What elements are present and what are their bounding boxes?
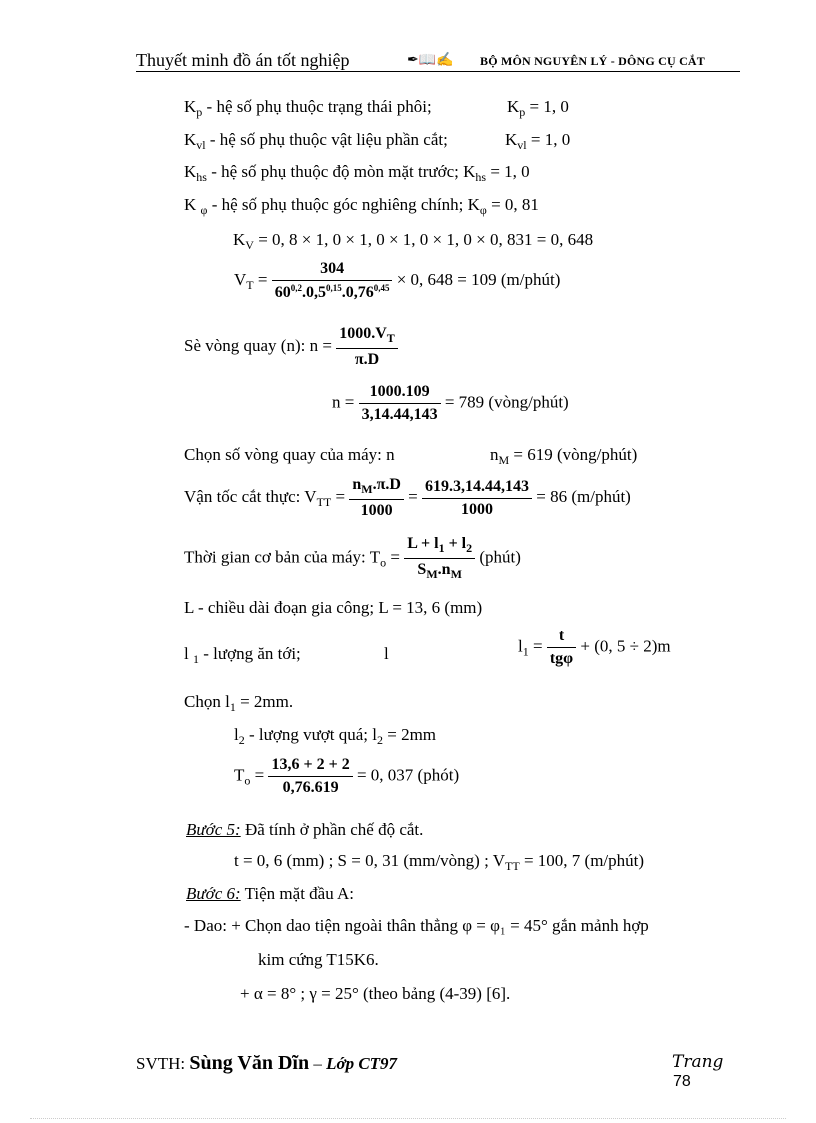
step-6-line: Bước 6: Tiện mặt đầu A:	[186, 884, 355, 903]
khs-line: $K_{hs}$ - hệ số phụ thuộc độ mòn mặt trước; $K_{hs} = 1$, 0	[184, 162, 530, 184]
machine-speed-line: Chọn số vòng quay của máy: n	[184, 445, 395, 464]
n-value-equation: n = $\frac{1000.109}{3,14.44,143}$ = 789 (vòng/phút)	[332, 383, 569, 423]
footer-author: SVTH: Sùng Văn Dĩn – Lớp CT97	[136, 1052, 398, 1074]
kphi-line: K $_\varphi$ - hệ số phụ thuộc góc nghiêng chính; $K_\varphi = 0$, 81	[184, 195, 539, 217]
l1-formula: $l_1$ = $\frac{t}{\text{tgφ}}$ + (0, 5 ÷ 2)m	[518, 627, 671, 667]
vt-equation: $V_T$ = $\frac{304}{60^{0,2}.0,5^{0,15}.0,76^{0,45}}$ × 0, 648 = 109 (m/phút)	[234, 260, 561, 301]
step-5-line: Bước 5: Đã tính ở phần chế độ cắt.	[186, 820, 424, 839]
n-formula: Sè vòng quay (n): n = $\frac{1000.V_T}{\pi.D}$	[184, 325, 398, 369]
kv-equation: $K_V = 0$, 8 × 1, 0 × 1, 0 × 1, 0 × 1, 0 × 0, 831 = 0, 648	[233, 230, 594, 252]
choose-l1-line: Chọn $l_1 = 2mm$.	[184, 692, 294, 714]
header-decoration-icon: ✒📖✍	[407, 53, 454, 68]
vt-fraction: $\frac{304}{60^{0,2}.0,5^{0,15}.0,76^{0,45}}$	[272, 260, 393, 302]
kp-value: $K_p = 1$, 0	[507, 97, 569, 119]
tool-line: - Dao: + Chọn dao tiện ngoài thân thẳng φ = φ₁ = 45° gắn mảnh hợp	[184, 916, 649, 935]
to-value-fraction: $\frac{13,6 + 2 + 2}{0,76.619}$	[268, 756, 352, 797]
cutting-params-line: t = 0, 6 (mm) ; S = 0, 31 (mm/vòng) ; $V_{TT} = 100$, 7 (m/phút)	[234, 851, 645, 873]
header-department: BỘ MÔN NGUYÊN LÝ - DÔNG CỤ CẮT	[480, 54, 705, 68]
l1-fraction: $\frac{t}{\text{tgφ}}$	[547, 627, 576, 668]
l1-line: l $_1$ - lượng ăn tới;	[184, 644, 301, 666]
page-number: 78	[673, 1073, 691, 1090]
n-fraction: $\frac{1000.V_T}{\pi.D}$	[336, 325, 398, 369]
header-rule	[136, 71, 740, 72]
footer-page-label: Trang	[672, 1052, 724, 1072]
kvl-value: $K_{vl} = 1$, 0	[505, 130, 571, 152]
to-fraction: $\frac{L + l_1 + l_2}{S_M.n_M}$	[404, 535, 475, 582]
l2-line: $l_2$ - lượng vượt quá; $l_2 = 2mm$	[234, 725, 437, 747]
kvl-line: $K_{vl}$ - hệ số phụ thuộc vật liệu phần cắt;	[184, 130, 448, 152]
vtt-fraction-2: $\frac{619.3,14.44,143}{1000}$	[422, 478, 532, 519]
kp-line: $K_p$ - hệ số phụ thuộc trạng thái phôi;	[184, 97, 432, 119]
header-title: Thuyết minh đồ án tốt nghiệp	[136, 50, 350, 70]
length-line: L - chiều dài đoạn gia công; L = 13, 6 (mm)	[184, 598, 483, 617]
to-formula: Thời gian cơ bản của máy: $T_o$ = $\frac{L + l_1 + l_2}{S_M.n_M}$ (phút)	[184, 535, 521, 581]
machine-speed-value: $n_M = 619$ (vòng/phút)	[490, 445, 638, 467]
vtt-fraction-1: $\frac{n_M.\pi.D}{1000}$	[349, 476, 404, 520]
vtt-equation: Vận tốc cắt thực: $V_{TT}$ = $\frac{n_M.\pi.D}{1000}$ = $\frac{619.3,14.44,143}{1000}$ = 86 (m/phút)	[184, 476, 631, 519]
tool-line-2: kim cứng T15K6.	[258, 950, 379, 969]
bottom-divider	[30, 1118, 786, 1119]
l1-symbol: l	[384, 644, 389, 663]
n-value-fraction: $\frac{1000.109}{3,14.44,143}$	[359, 383, 441, 424]
to-value-equation: $T_o$ = $\frac{13,6 + 2 + 2}{0,76.619}$ = 0, 037 (phót)	[234, 756, 460, 796]
angles-line: + α = 8° ; γ = 25° (theo bảng (4-39) [6].	[240, 984, 511, 1003]
